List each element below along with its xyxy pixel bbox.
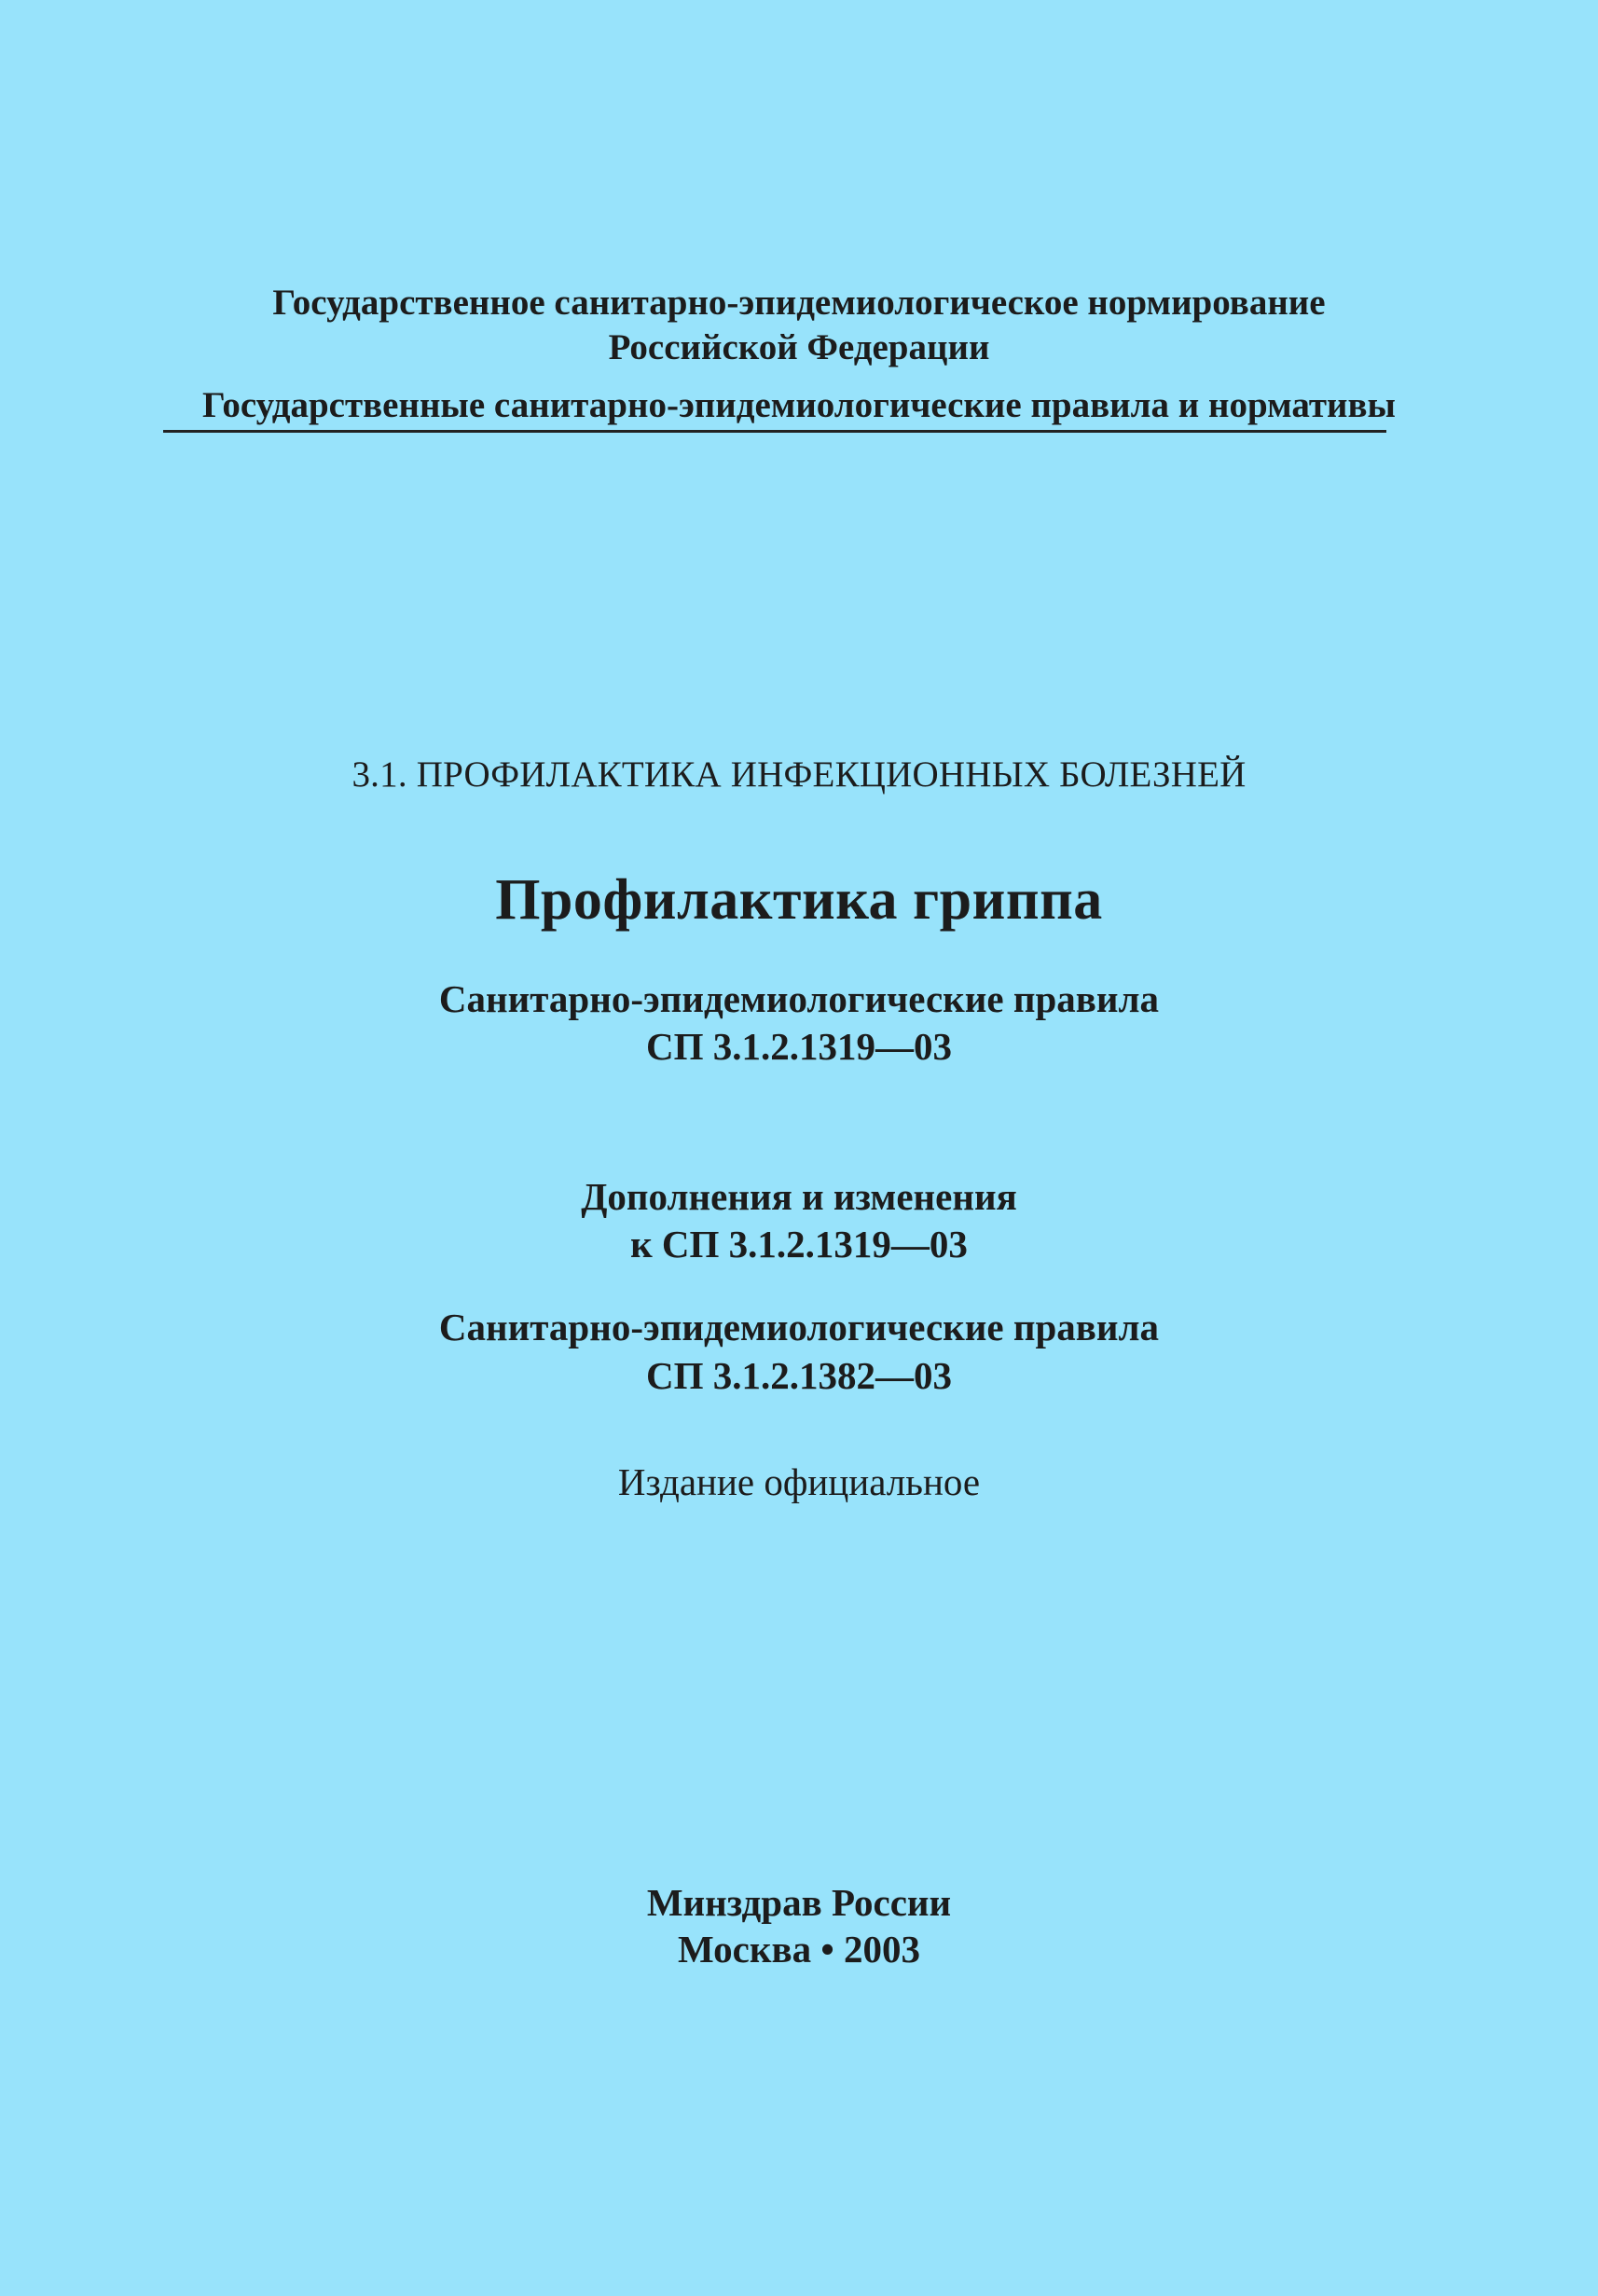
header-line-2: Российской Федерации bbox=[608, 327, 990, 367]
amendments-code: к СП 3.1.2.1319—03 bbox=[630, 1223, 968, 1266]
rules-code-1: СП 3.1.2.1319—03 bbox=[646, 1025, 952, 1068]
amendments-label: Дополнения и изменения bbox=[581, 1175, 1017, 1218]
header-line-1: Государственное санитарно-эпидемиологическое нормирование bbox=[272, 283, 1326, 323]
publisher-city-year: Москва • 2003 bbox=[678, 1928, 920, 1971]
header-line-3: Государственные санитарно-эпидемиологические правила и нормативы bbox=[202, 385, 1396, 425]
rules-label-2: Санитарно-эпидемиологические правила bbox=[438, 1306, 1160, 1349]
series-heading: 3.1. ПРОФИЛАКТИКА ИНФЕКЦИОННЫХ БОЛЕЗНЕЙ bbox=[351, 754, 1247, 795]
publisher-name: Минздрав России bbox=[646, 1881, 952, 1924]
rules-label-1: Санитарно-эпидемиологические правила bbox=[438, 977, 1160, 1020]
header-divider bbox=[163, 430, 1386, 433]
rules-code-2: СП 3.1.2.1382—03 bbox=[646, 1354, 952, 1397]
edition-note: Издание официальное bbox=[617, 1460, 981, 1503]
document-title: Профилактика гриппа bbox=[495, 868, 1103, 932]
